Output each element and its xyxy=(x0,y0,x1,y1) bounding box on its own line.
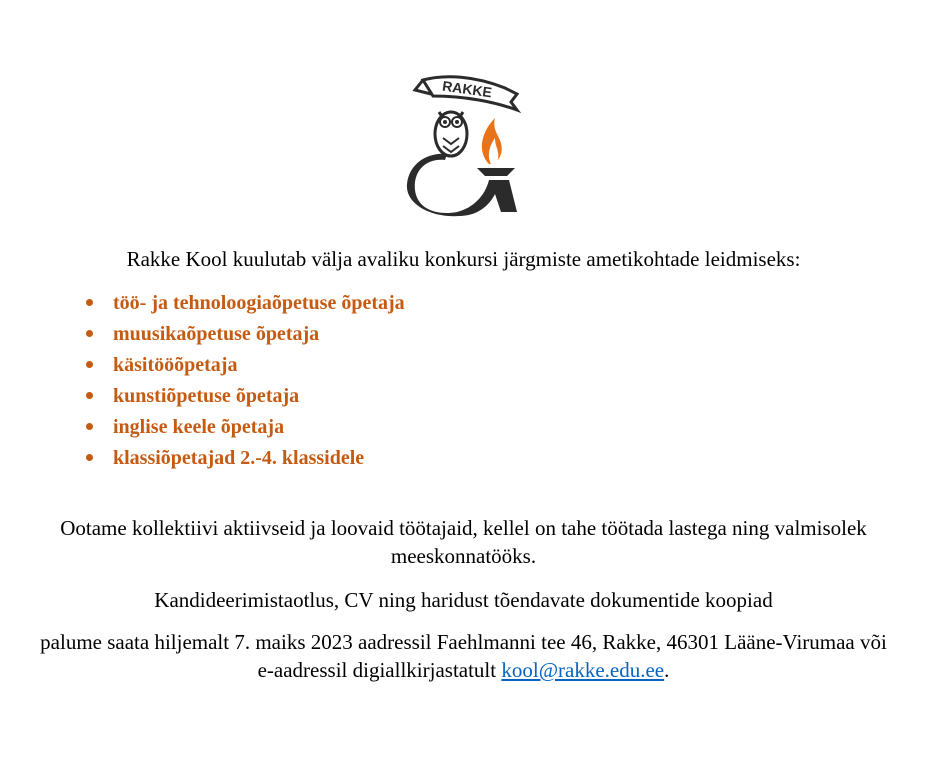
submission-text: palume saata hiljemalt 7. maiks 2023 aadressil Faehlmanni tee 46, Rakke, 46301 Lääne-Virumaa või e-aadressil digiallkirjastatult xyxy=(40,630,887,682)
bullet-icon xyxy=(86,330,93,337)
position-label: klassiõpetajad 2.-4. klassidele xyxy=(113,447,365,469)
logo-banner-text: RAKKE xyxy=(441,77,493,101)
rakke-owl-logo xyxy=(405,72,525,217)
bullet-icon xyxy=(86,454,93,461)
list-item xyxy=(80,413,405,444)
bullet-icon xyxy=(86,423,93,430)
submission-paragraph xyxy=(40,628,887,684)
bullet-icon xyxy=(86,392,93,399)
list-item xyxy=(80,289,405,320)
submission-end: . xyxy=(664,658,670,682)
bullet-icon xyxy=(86,299,93,306)
position-label: töö- ja tehnoloogiaõpetuse õpetaja xyxy=(113,292,405,314)
positions-list xyxy=(80,289,405,475)
email-link[interactable]: kool@rakke.edu.ee xyxy=(501,658,665,682)
list-item xyxy=(80,382,405,413)
position-label: kunstiõpetuse õpetaja xyxy=(113,385,300,407)
list-item xyxy=(80,351,405,382)
position-label: muusikaõpetuse õpetaja xyxy=(113,323,320,345)
team-paragraph: Ootame kollektiivi aktiivseid ja loovaid töötajaid, kellel on tahe töötada lastega ning valmisolek meeskonnatööks. xyxy=(60,516,867,568)
intro-text: Rakke Kool kuulutab välja avaliku konkursi järgmiste ametikohtade leidmiseks: xyxy=(126,247,801,271)
position-label: käsitööõpetaja xyxy=(113,354,238,376)
list-item xyxy=(80,444,405,475)
position-label: inglise keele õpetaja xyxy=(113,416,285,438)
bullet-icon xyxy=(86,361,93,368)
list-item xyxy=(80,320,405,351)
documents-paragraph: Kandideerimistaotlus, CV ning haridust tõendavate dokumentide koopiad xyxy=(154,588,773,612)
school-logo xyxy=(405,72,525,217)
